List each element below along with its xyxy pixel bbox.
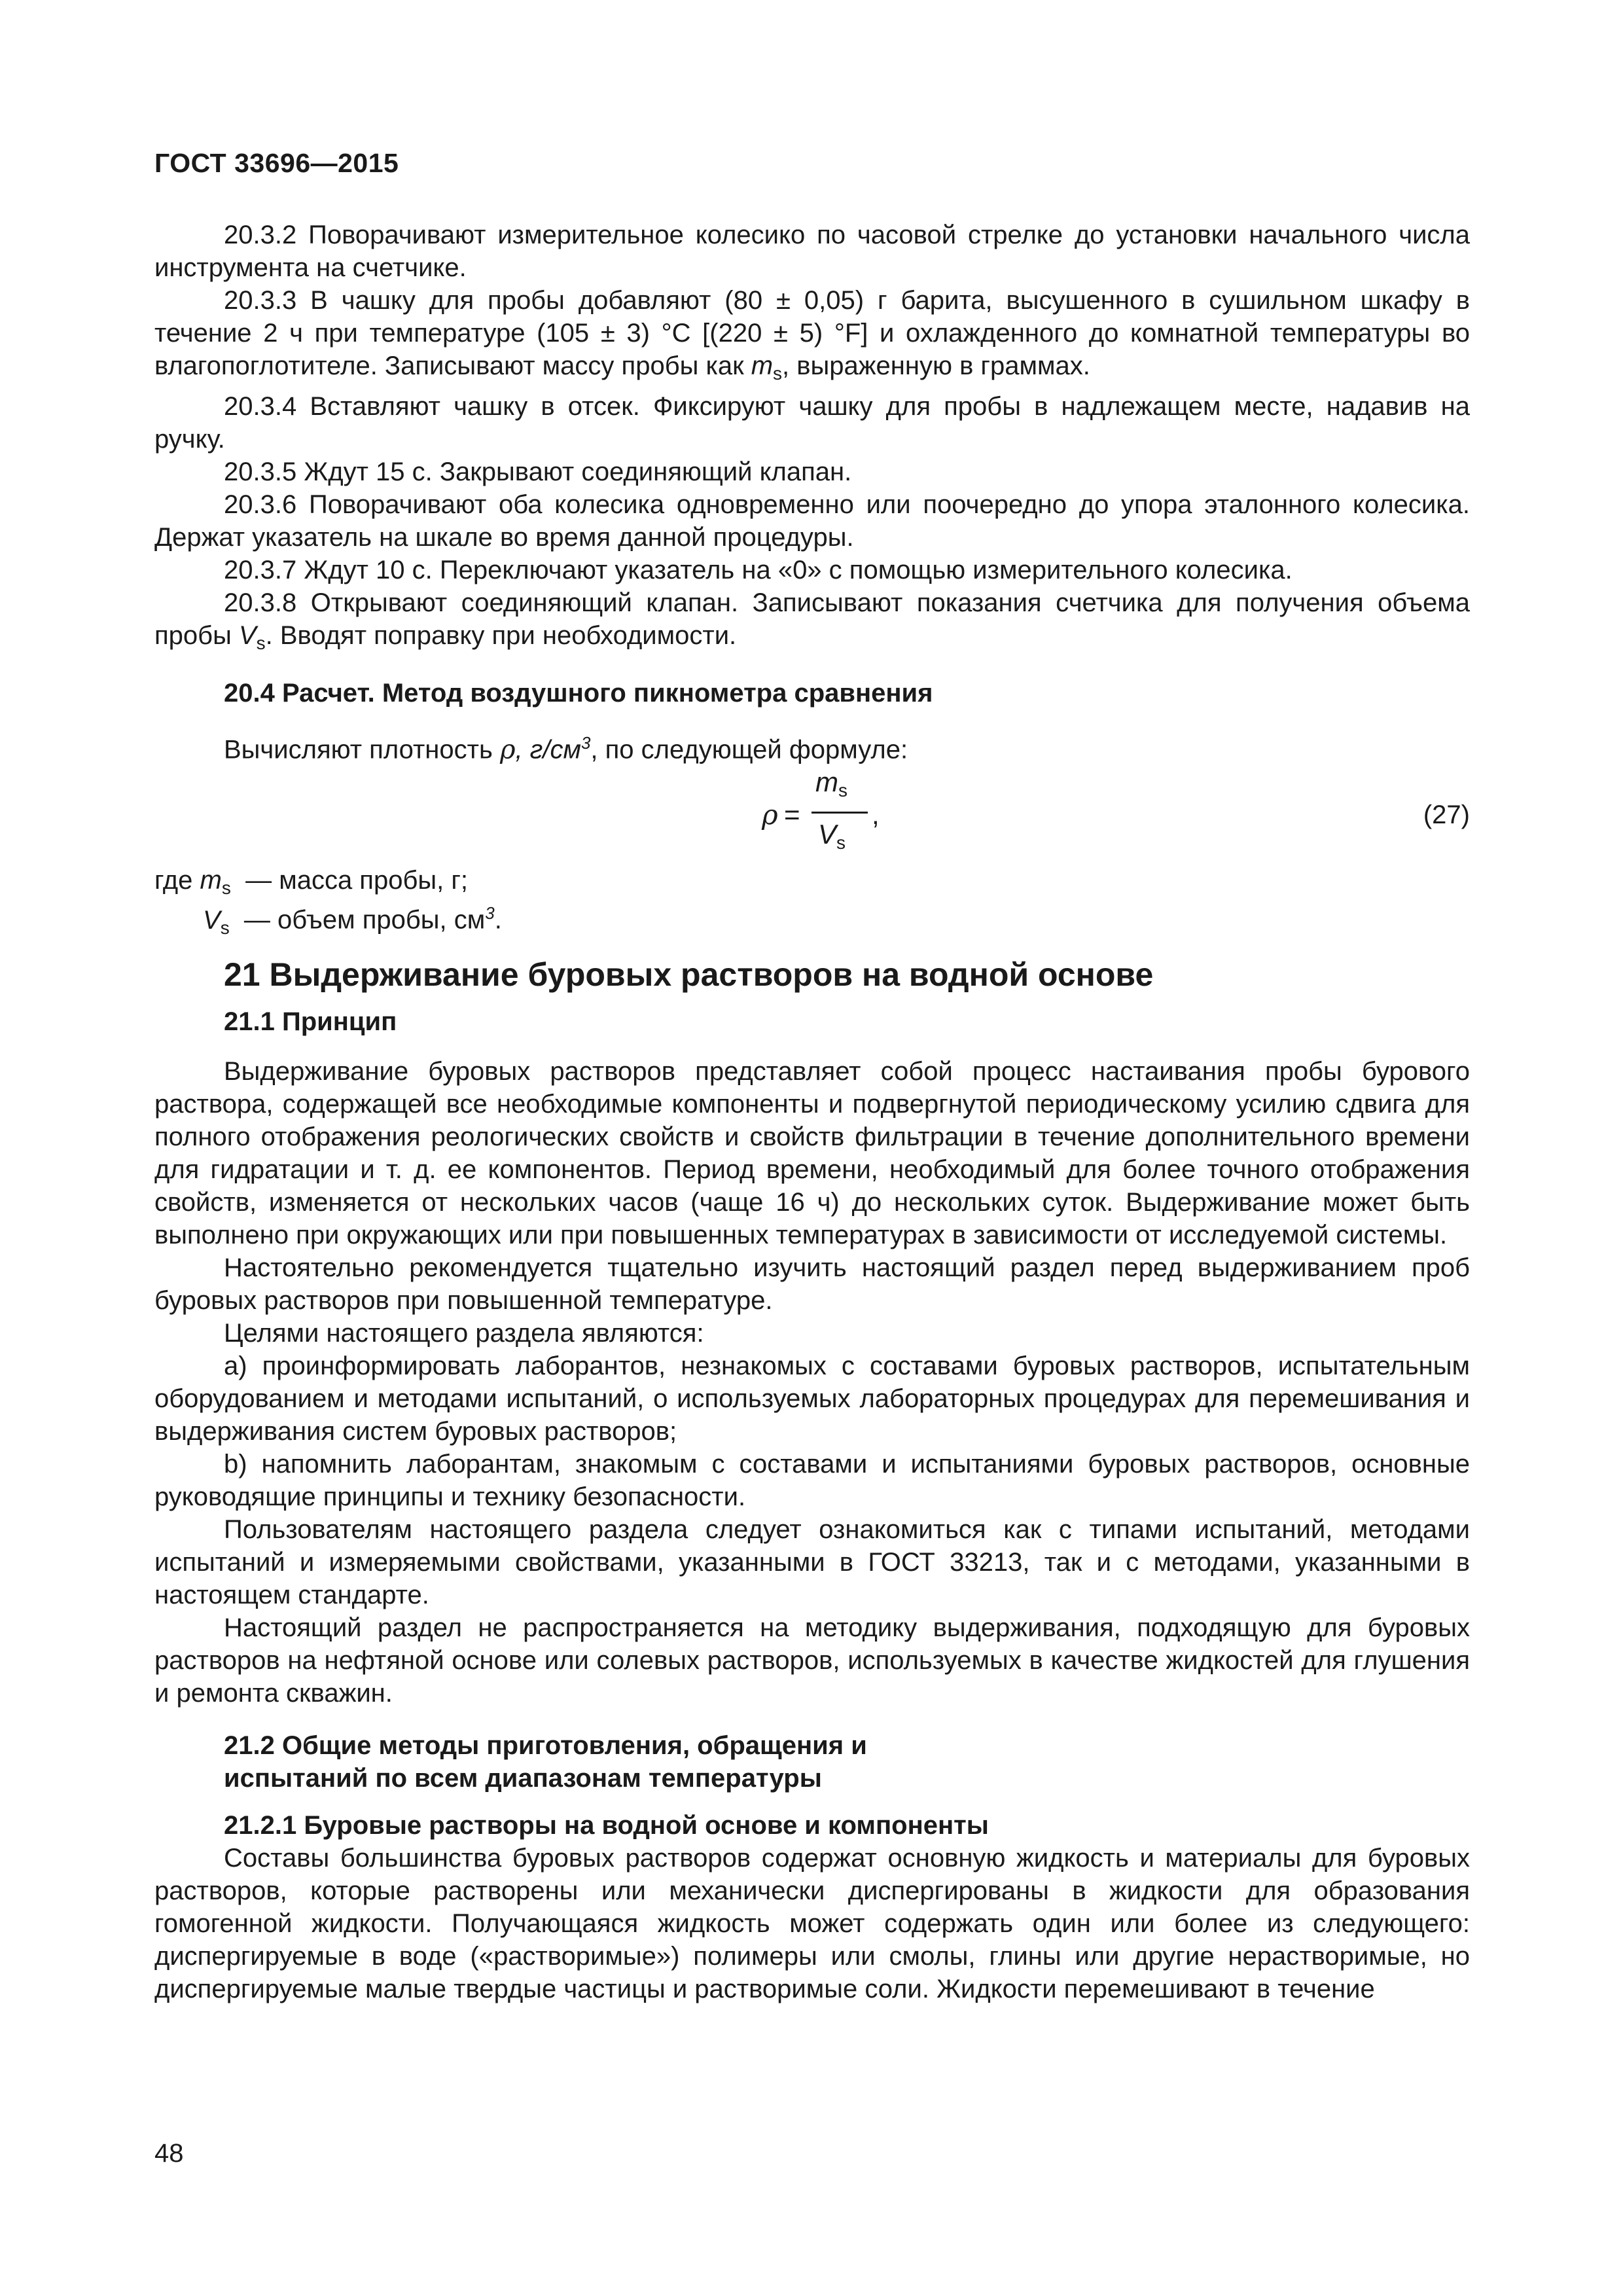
paragraph-21-1-g: Настоящий раздел не распространяется на методику выдерживания, подходящую для буровых растворов на нефтяной основе или солевых растворов, используемых в качестве жидкостей для глушения и ремонта скважин.	[154, 1613, 1470, 1708]
formula-denominator: $V_s$	[818, 819, 846, 853]
formula-rho: ρ	[762, 798, 778, 831]
paragraph-21-1-c: Целями настоящего раздела являются:	[224, 1319, 704, 1348]
formula-number: (27)	[1423, 800, 1470, 830]
paragraph-20-3-7: 20.3.7 Ждут 10 с. Переключают указатель на «0» с помощью измерительного колесика.	[224, 556, 1293, 584]
formula-equals: =	[784, 799, 800, 831]
definition-mass: где $m_s$ — масса пробы, г;	[154, 866, 469, 899]
document-body	[154, 219, 1470, 2005]
paragraph-20-3-3: 20.3.3 В чашку для пробы добавляют (80 ± 0,05) г барита, высушенного в сушильном шкафу в течение 2 ч при температуре (105 ± 3) °C [(220 ± 5) °F] и охлажденного до комнатной температуры во влагопоглотителе. Записывают массу пробы как $m_s$, выраженную в граммах.	[154, 286, 1470, 384]
document-header: ГОСТ 33696—2015	[154, 148, 399, 178]
formula-27	[154, 766, 1470, 864]
list-item-b: b) напомнить лаборантам, знакомым с составами и испытаниями буровых растворов, основные руководящие принципы и технику безопасности.	[154, 1450, 1470, 1512]
calc-intro: Вычисляют плотность ρ, $г/см^3$, по следующей формуле:	[224, 733, 908, 765]
paragraph-20-3-8: 20.3.8 Открывают соединяющий клапан. Записывают показания счетчика для получения объема пробы $V_s$. Вводят поправку при необходимости.	[154, 588, 1470, 653]
paragraph-21-1-f: Пользователям настоящего раздела следует ознакомиться как с типами испытаний, методами испытаний и измеряемыми свойствами, указанными в ГОСТ 33213, так и с методами, указанными в настоящем стандарте.	[154, 1515, 1470, 1610]
paragraph-20-3-6: 20.3.6 Поворачивают оба колесика одновременно или поочередно до упора эталонного колесика. Держат указатель на шкале во время данной процедуры.	[154, 490, 1470, 552]
paragraph-20-3-4: 20.3.4 Вставляют чашку в отсек. Фиксируют чашку для пробы в надлежащем месте, надавив на ручку.	[154, 392, 1470, 454]
paragraph-21-1-a: Выдерживание буровых растворов представляет собой процесс настаивания пробы бурового раствора, содержащей все необходимые компоненты и подвергнутой периодическому усилию сдвига для полного отображения реологических свойств и свойств фильтрации в течение дополнительного времени для гидратации и т. д. ее компонентов. Период времени, необходимый для более точного отображения свойств, изменяется от нескольких часов (чаще 16 ч) до нескольких суток. Выдерживание может быть выполнено при окружающих или при повышенных температурах в зависимости от исследуемой системы.	[154, 1057, 1470, 1250]
paragraph-21-2-1: Составы большинства буровых растворов содержат основную жидкость и материалы для буровых растворов, которые растворены или механически диспергированы в жидкости для образования гомогенной жидкости. Получающаяся жидкость может содержать один или более из следующего: диспергируемые в воде («растворимые») полимеры или смолы, глины или другие нерастворимые, но диспергируемые малые твердые частицы и растворимые соли. Жидкости перемешивают в течение	[154, 1844, 1470, 2004]
fraction-bar	[812, 812, 868, 814]
section-heading-20-4: 20.4 Расчет. Метод воздушного пикнометра сравнения	[224, 679, 933, 708]
list-item-a: а) проинформировать лаборантов, незнакомых с составами буровых растворов, испытательным оборудованием и методами испытаний, о используемых лабораторных процедурах для перемешивания и выдерживания систем буровых растворов;	[154, 1352, 1470, 1446]
formula-numerator: $m_s$	[815, 766, 847, 801]
section-heading-21-2-1: 21.2.1 Буровые растворы на водной основе и компоненты	[224, 1811, 989, 1840]
section-heading-21: 21 Выдерживание буровых растворов на водной основе	[224, 956, 1154, 994]
formula-definitions	[154, 864, 1470, 936]
section-heading-21-2: 21.2 Общие методы приготовления, обращения и испытаний по всем диапазонам температуры	[224, 1731, 867, 1793]
section-heading-21-1: 21.1 Принцип	[224, 1007, 397, 1037]
formula-expression	[762, 766, 906, 864]
definition-volume: $V_s$ — объем пробы, $см^3$.	[203, 903, 502, 938]
paragraph-20-3-2: 20.3.2 Поворачивают измерительное колесико по часовой стрелке до установки начального числа инструмента на счетчике.	[154, 221, 1470, 282]
formula-comma: ,	[872, 799, 880, 831]
paragraph-21-1-b: Настоятельно рекомендуется тщательно изучить настоящий раздел перед выдерживанием проб буровых растворов при повышенной температуре.	[154, 1253, 1470, 1316]
paragraph-20-3-5: 20.3.5 Ждут 15 с. Закрывают соединяющий клапан.	[224, 457, 852, 486]
page-number: 48	[154, 2139, 184, 2168]
